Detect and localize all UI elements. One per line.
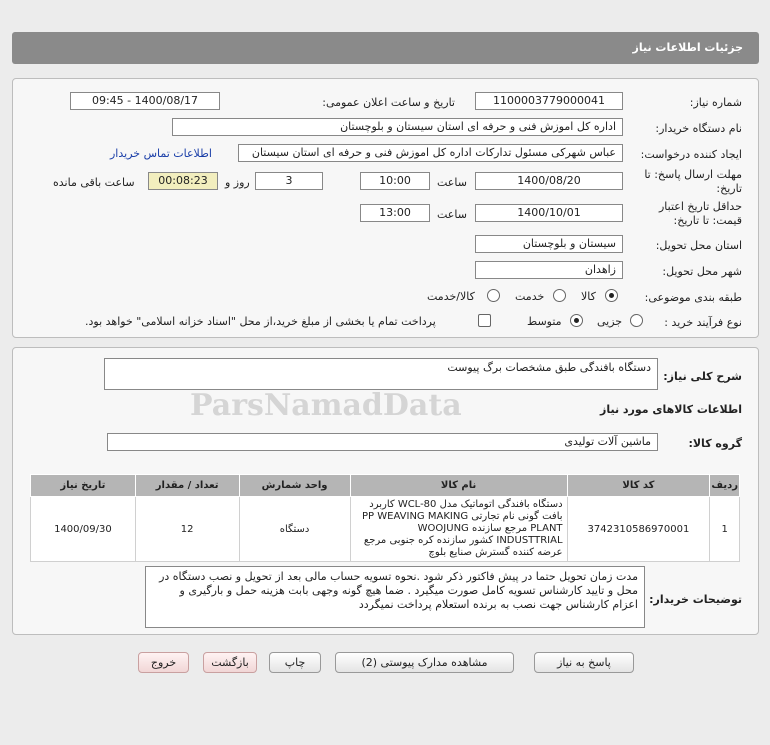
category-label: طبقه بندی موضوعی:	[644, 291, 742, 304]
validity-date-field: 1400/10/01	[475, 204, 623, 222]
category-option-goods: کالا	[581, 290, 596, 303]
buyer-org-label: نام دستگاه خریدار:	[655, 122, 742, 135]
treasury-payment-note: پرداخت تمام یا بخشی از مبلغ خرید،از محل "اسناد خزانه اسلامی" خواهد بود.	[85, 315, 436, 328]
process-radio-minor[interactable]	[630, 314, 643, 327]
exit-button[interactable]: خروج	[138, 652, 189, 673]
requester-field: عباس شهرکی مسئول تدارکات اداره کل اموزش فنی و حرفه ای استان سیستان	[238, 144, 623, 162]
deadline-time-label: ساعت	[437, 176, 467, 189]
col-unit: واحد شمارش	[239, 475, 350, 497]
goods-table-header	[31, 475, 740, 497]
category-option-both: کالا/خدمت	[427, 290, 475, 303]
summary-label: شرح کلی نیاز:	[663, 370, 742, 383]
goods-group-field: ماشین آلات تولیدی	[107, 433, 658, 451]
col-name: نام کالا	[350, 475, 567, 497]
days-label: روز و	[225, 176, 250, 189]
deadline-time-field: 10:00	[360, 172, 430, 190]
buyer-notes-label: توضیحات خریدار:	[649, 593, 742, 606]
goods-table	[30, 474, 740, 562]
buyer-org-field: اداره کل اموزش فنی و حرفه ای استان سیستان و بلوچستان	[172, 118, 623, 136]
treasury-payment-checkbox[interactable]	[478, 314, 491, 327]
cell-unit: دستگاه	[239, 497, 350, 562]
summary-field: دستگاه بافندگی طبق مشخصات برگ پیوست	[104, 358, 658, 390]
need-number-label: شماره نیاز:	[689, 96, 742, 109]
col-code: کد کالا	[567, 475, 710, 497]
category-option-service: خدمت	[515, 290, 545, 303]
validity-time-label: ساعت	[437, 208, 467, 221]
page-title: جزئیات اطلاعات نیاز	[632, 41, 743, 54]
remaining-time-field: 00:08:23	[148, 172, 218, 190]
announce-field: 1400/08/17 - 09:45	[70, 92, 220, 110]
validity-time-field: 13:00	[360, 204, 430, 222]
process-radio-medium[interactable]	[570, 314, 583, 327]
attachments-button[interactable]: مشاهده مدارک پیوستی (2)	[335, 652, 514, 673]
reply-button[interactable]: پاسخ به نیاز	[534, 652, 634, 673]
process-option-medium: متوسط	[527, 315, 562, 328]
watermark-text: ParsNamadData	[190, 388, 462, 423]
buyer-notes-field: مدت زمان تحویل حتما در پیش فاکتور ذکر شود .نحوه تسویه حساب مالی بعد از تحویل و نصب دستگاه در محل و تایید کارشناس تسویه کامل صورت میگیرد . ضما هیچ گونه وجهی بابت هزینه حمل و بارگیری و اعزام کارشناس جهت نصب به برنده استعلام پرداخت نمیگردد	[145, 566, 645, 628]
col-date: تاریخ نیاز	[31, 475, 136, 497]
remaining-label: ساعت باقی مانده	[53, 176, 135, 189]
province-field: سیستان و بلوچستان	[475, 235, 623, 253]
deadline-date-field: 1400/08/20	[475, 172, 623, 190]
col-row: ردیف	[710, 475, 740, 497]
process-label: نوع فرآیند خرید :	[664, 316, 742, 329]
requester-label: ایجاد کننده درخواست:	[640, 148, 742, 161]
table-row	[31, 497, 740, 562]
need-number-field: 1100003779000041	[475, 92, 623, 110]
category-radio-goods[interactable]	[605, 289, 618, 302]
category-radio-service[interactable]	[553, 289, 566, 302]
buyer-contact-link[interactable]: اطلاعات تماس خریدار	[110, 147, 212, 160]
cell-name: دستگاه بافندگی اتوماتیک مدل WCL-80 کاربرد بافت گونی نام تجارتی PP WEAVING MAKING PLANT مرجع سازنده WOOJUNG INDUSTTRIAL کشور سازنده کره جنوبی مرجع عرضه کننده گسترش صنایع بلوچ	[350, 497, 567, 562]
announce-label: تاریخ و ساعت اعلان عمومی:	[322, 96, 455, 109]
cell-row: 1	[710, 497, 740, 562]
print-button[interactable]: چاپ	[269, 652, 321, 673]
category-radio-both[interactable]	[487, 289, 500, 302]
cell-code: 3742310586970001	[567, 497, 710, 562]
cell-date: 1400/09/30	[31, 497, 136, 562]
goods-group-label: گروه کالا:	[688, 437, 742, 450]
cell-qty: 12	[135, 497, 239, 562]
col-qty: تعداد / مقدار	[135, 475, 239, 497]
province-label: استان محل تحویل:	[655, 239, 742, 252]
process-option-minor: جزیی	[597, 315, 623, 328]
validity-label: حداقل تاریخ اعتبار قیمت: تا تاریخ:	[658, 200, 742, 227]
city-label: شهر محل تحویل:	[662, 265, 742, 278]
days-field: 3	[255, 172, 323, 190]
city-field: زاهدان	[475, 261, 623, 279]
deadline-label: مهلت ارسال پاسخ: تا تاریخ:	[644, 168, 742, 195]
page-header	[12, 32, 759, 64]
goods-section-title: اطلاعات کالاهای مورد نیاز	[600, 403, 742, 416]
back-button[interactable]: بازگشت	[203, 652, 257, 673]
